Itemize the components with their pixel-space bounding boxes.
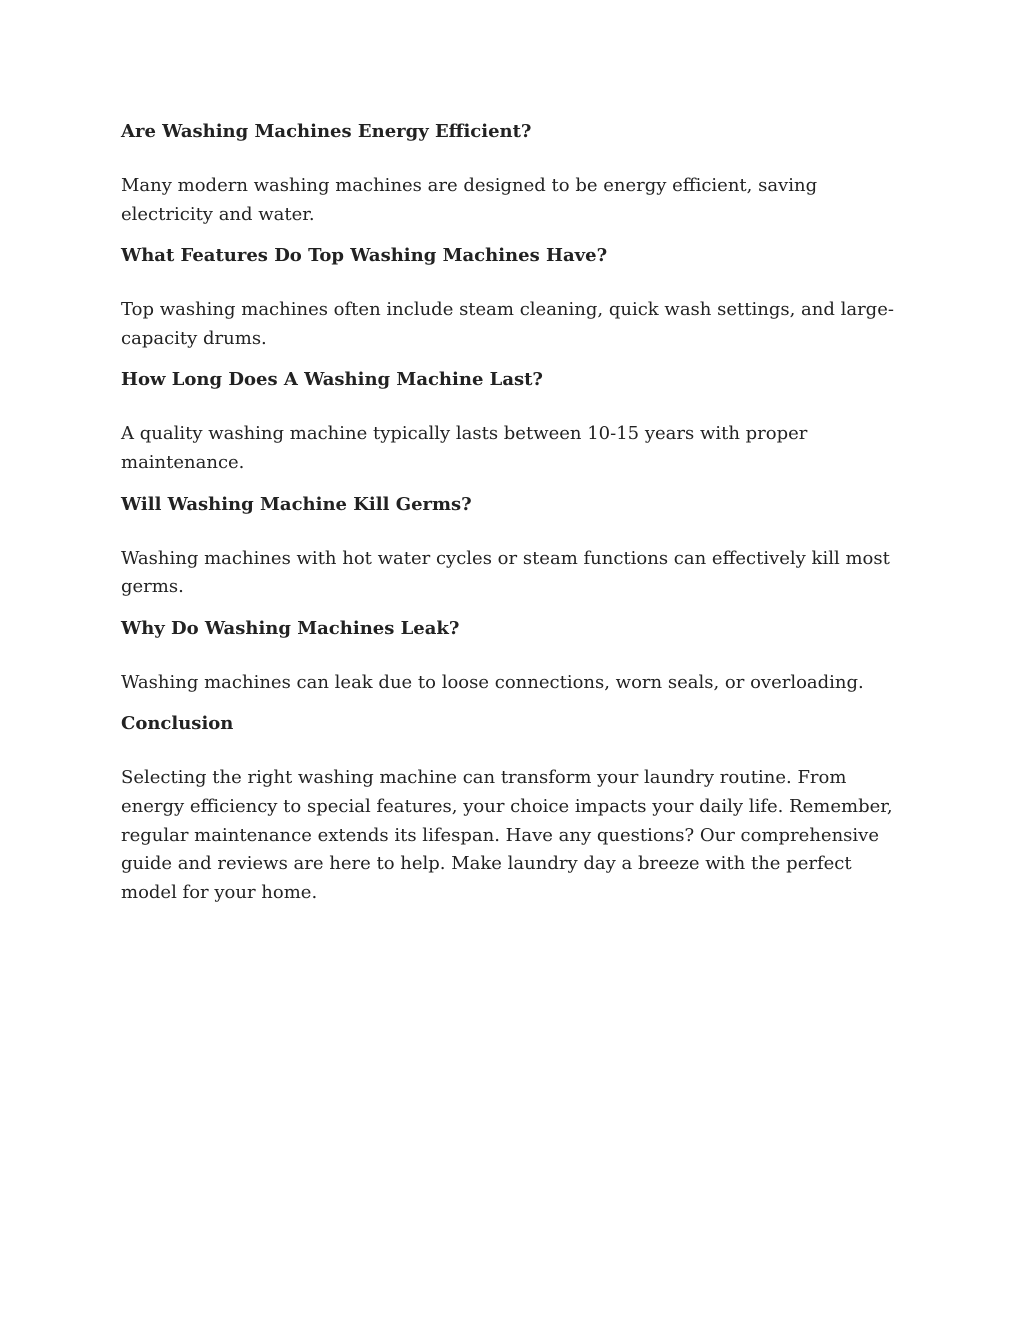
faq-question-germs: Will Washing Machine Kill Germs?: [121, 493, 472, 515]
faq-answer-germs: Washing machines with hot water cycles or steam functions can effectively kill most germs.: [121, 547, 890, 598]
faq-answer-features: Top washing machines often include steam cleaning, quick wash settings, and large-capacity drums.: [121, 299, 894, 349]
faq-question-energy: Are Washing Machines Energy Efficient?: [121, 121, 532, 142]
document-content: [121, 118, 896, 920]
faq-question-lifespan: How Long Does A Washing Machine Last?: [121, 369, 543, 391]
faq-question-leak: Why Do Washing Machines Leak?: [121, 617, 460, 639]
faq-answer-lifespan: A quality washing machine typically lasts between 10-15 years with proper maintenance.: [121, 423, 808, 473]
conclusion-heading: Conclusion: [121, 713, 234, 735]
faq-answer-leak: Washing machines can leak due to loose connections, worn seals, or overloading.: [121, 671, 864, 693]
conclusion-text: Selecting the right washing machine can transform your laundry routine. From energy efficiency to special features, your choice impacts your daily life. Remember, regular maintenance extends its lifespan. Have any questions? Our comprehensive guide and reviews are here to help. Make laundry day a breeze with the perfect model for your home.: [121, 767, 893, 903]
faq-answer-energy: Many modern washing machines are designed to be energy efficient, saving electricity and water.: [121, 175, 818, 225]
faq-question-features: What Features Do Top Washing Machines Have?: [121, 245, 608, 267]
